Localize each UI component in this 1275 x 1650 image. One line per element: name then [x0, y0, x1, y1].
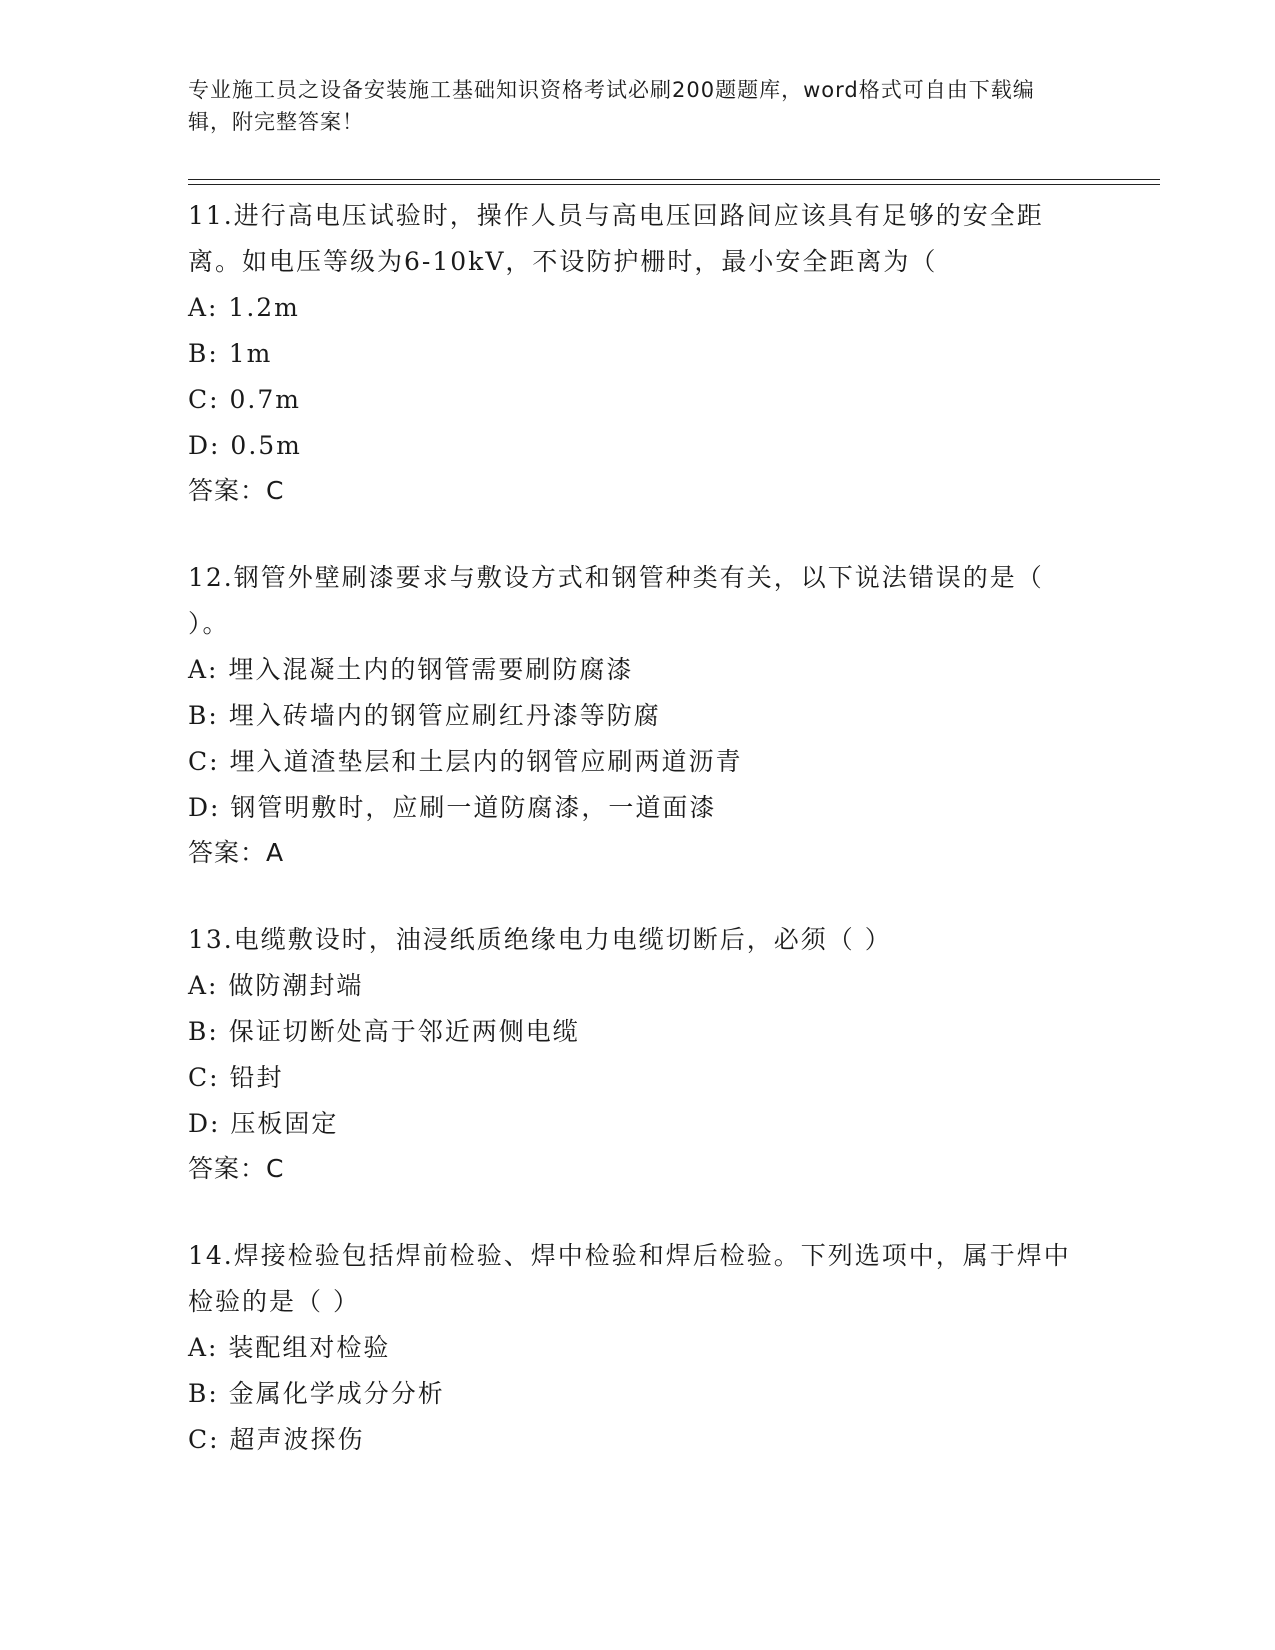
question-stem: 13.电缆敷设时，油浸纸质绝缘电力电缆切断后，必须（ ）: [188, 925, 892, 954]
question-stem: 14.焊接检验包括焊前检验、焊中检验和焊后检验。下列选项中，属于焊中检验的是（ ）: [188, 1241, 1071, 1316]
question-stem: 11.进行高电压试验时，操作人员与高电压回路间应该具有足够的安全距离。如电压等级为6-10kV，不设防护栅时，最小安全距离为（: [188, 201, 1044, 276]
option-d: D: 0.5m: [188, 431, 302, 460]
option-c: C: 铅封: [188, 1063, 284, 1092]
option-a: A: 埋入混凝土内的钢管需要刷防腐漆: [188, 655, 634, 684]
question-11: [188, 193, 1088, 513]
option-c: C: 埋入道渣垫层和土层内的钢管应刷两道沥青: [188, 747, 743, 776]
option-d: D: 钢管明敷时，应刷一道防腐漆，一道面漆: [188, 793, 717, 822]
question-12: [188, 555, 1088, 875]
header-divider-bottom: [188, 184, 1160, 185]
answer: 答案：C: [188, 1154, 285, 1183]
question-stem: 12.钢管外壁刷漆要求与敷设方式和钢管种类有关，以下说法错误的是（ ）。: [188, 563, 1044, 638]
answer: 答案：C: [188, 476, 285, 505]
option-b: B: 保证切断处高于邻近两侧电缆: [188, 1017, 580, 1046]
option-b: B: 埋入砖墙内的钢管应刷红丹漆等防腐: [188, 701, 661, 730]
answer: 答案：A: [188, 838, 285, 867]
question-13: [188, 917, 1088, 1191]
option-d: D: 压板固定: [188, 1109, 339, 1138]
option-c: C: 超声波探伤: [188, 1425, 365, 1454]
option-b: B: 金属化学成分分析: [188, 1379, 445, 1408]
option-a: A: 做防潮封端: [188, 971, 364, 1000]
option-a: A: 装配组对检验: [188, 1333, 391, 1362]
header-divider-top: [188, 179, 1160, 180]
option-b: B: 1m: [188, 339, 273, 368]
question-list: [188, 193, 1088, 1505]
question-14: [188, 1233, 1088, 1463]
option-c: C: 0.7m: [188, 385, 301, 414]
document-header: 专业施工员之设备安装施工基础知识资格考试必刷200题题库，word格式可自由下载编辑，附完整答案！: [188, 78, 1035, 134]
option-a: A: 1.2m: [188, 293, 300, 322]
